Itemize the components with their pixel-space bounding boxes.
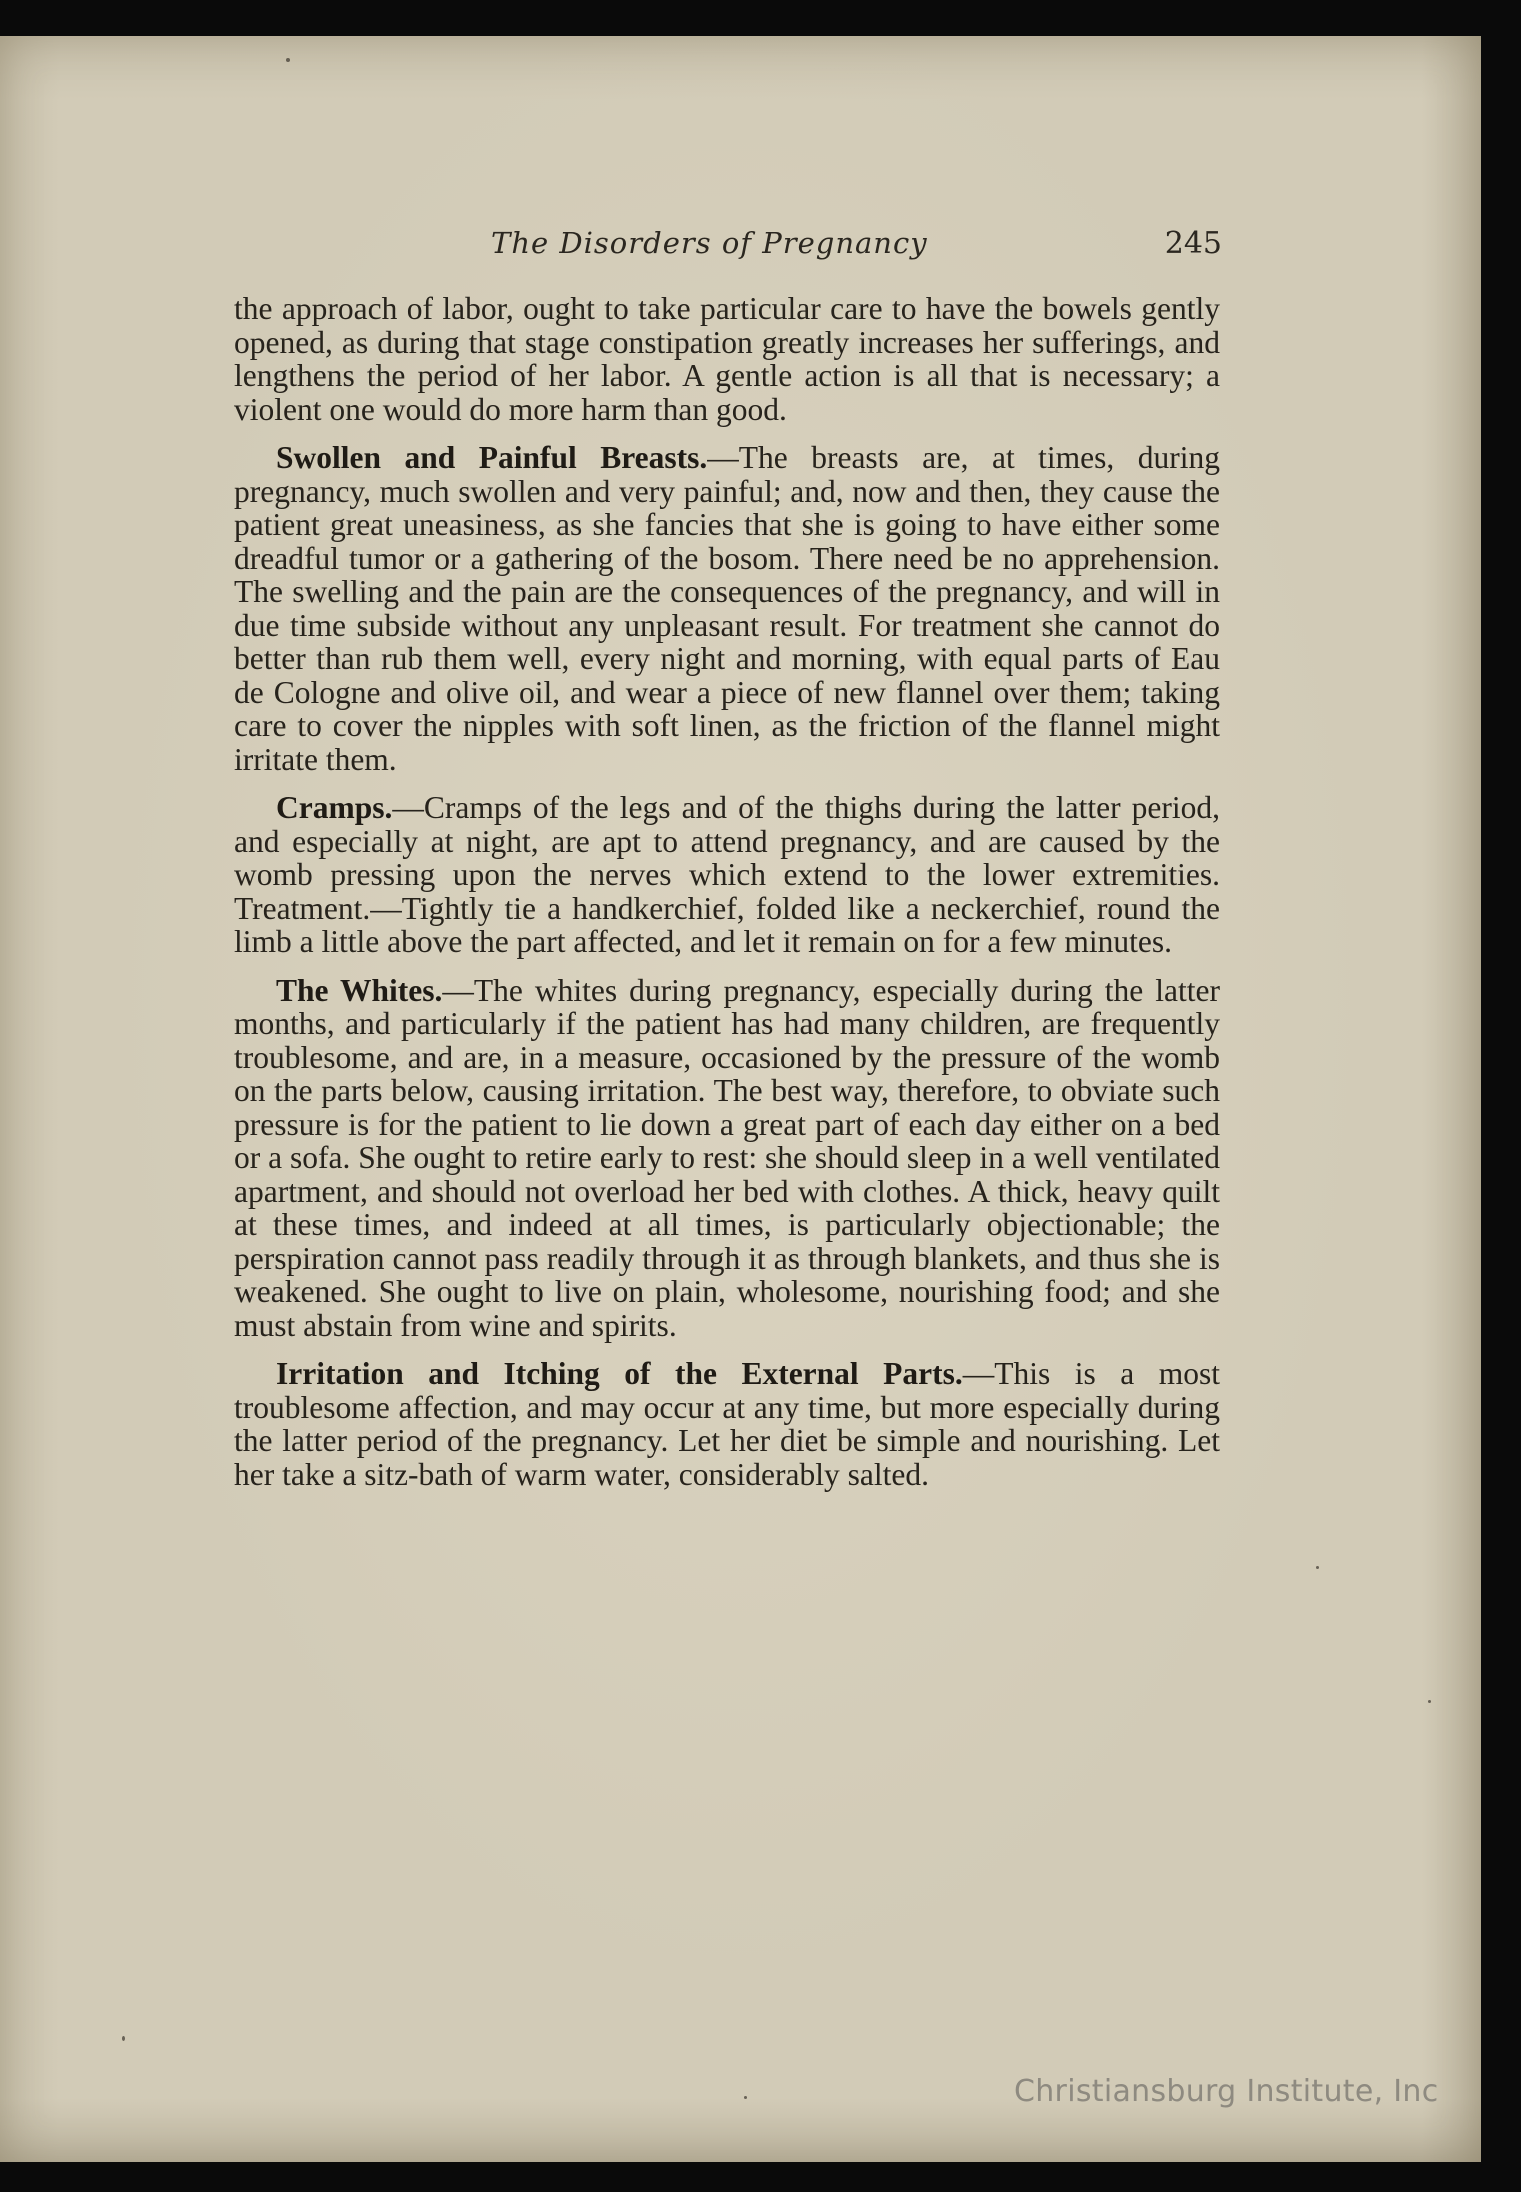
paper-speck — [286, 58, 290, 62]
paragraph-irritation — [234, 1357, 1220, 1491]
paper-speck — [1428, 1700, 1431, 1703]
paper-speck — [744, 2096, 747, 2099]
page-header — [236, 226, 1222, 266]
paragraph-text: —Cramps of the legs and of the thighs during the latter period, and especially at night, are apt to attend pregnancy, and are caused by the womb pressing upon the nerves which extend to the lower extremities. Treatment.—Tightly tie a handkerchief, folded like a neckerchief, round the limb a little above the part affected, and let it remain on for a few minutes. — [234, 790, 1220, 959]
paper-speck — [1316, 1566, 1319, 1569]
paragraph-whites — [234, 974, 1220, 1343]
paragraph-continuation — [234, 292, 1220, 426]
paragraph-cramps — [234, 791, 1220, 959]
watermark-text: Christiansburg Institute, Inc — [1014, 2074, 1439, 2109]
paragraph-text: the approach of labor, ought to take particular care to have the bowels gently opened, as during that stage constipation greatly increases her sufferings, and lengthens the period of her labor. A gentle action is all that is necessary; a violent one would do more harm than good. — [234, 291, 1220, 427]
paragraph-text: —The breasts are, at times, during pregnancy, much swollen and very painful; and, now and then, they cause the patient great uneasiness, as she fancies that she is going to have either some dreadful tumor or a gathering of the bosom. There need be no apprehension. The swelling and the pain are the consequences of the pregnancy, and will in due time subside without any unpleasant result. For treatment she cannot do better than rub them well, every night and morning, with equal parts of Eau de Cologne and olive oil, and wear a piece of new flannel over them; taking care to cover the nipples with soft linen, as the friction of the flannel might irritate them. — [234, 440, 1220, 777]
section-heading: The Whites. — [276, 972, 443, 1008]
page-number: 245 — [1164, 226, 1222, 261]
section-heading: Irritation and Itching of the External Parts. — [276, 1356, 963, 1391]
paragraph-swollen-breasts — [234, 441, 1220, 776]
running-title: The Disorders of Pregnancy — [491, 226, 928, 260]
page-body — [234, 292, 1220, 1506]
paragraph-text: —The whites during pregnancy, especially during the latter months, and particularly if the patient has had many children, are frequently troublesome, and are, in a measure, occasioned by the pressure of the womb on the parts below, causing irritation. The best way, therefore, to obviate such pressure is for the patient to lie down a great part of each day either on a bed or a sofa. She ought to retire early to rest: she should sleep in a well ventilated apartment, and should not overload her bed with clothes. A thick, heavy quilt at these times, and indeed at all times, is particularly objectionable; the perspiration cannot pass readily through it as through blankets, and thus she is weakened. She ought to live on plain, wholesome, nourishing food; and she must abstain from wine and spirits. — [234, 972, 1220, 1343]
section-heading: Cramps. — [276, 790, 393, 825]
section-heading: Swollen and Painful Breasts. — [276, 440, 708, 475]
paper-speck — [122, 2036, 125, 2041]
paragraph-text: —This is a most troublesome affection, and may occur at any time, but more especially during the latter period of the pregnancy. Let her diet be simple and nourishing. Let her take a sitz-bath of warm water, considerably salted. — [234, 1356, 1220, 1492]
